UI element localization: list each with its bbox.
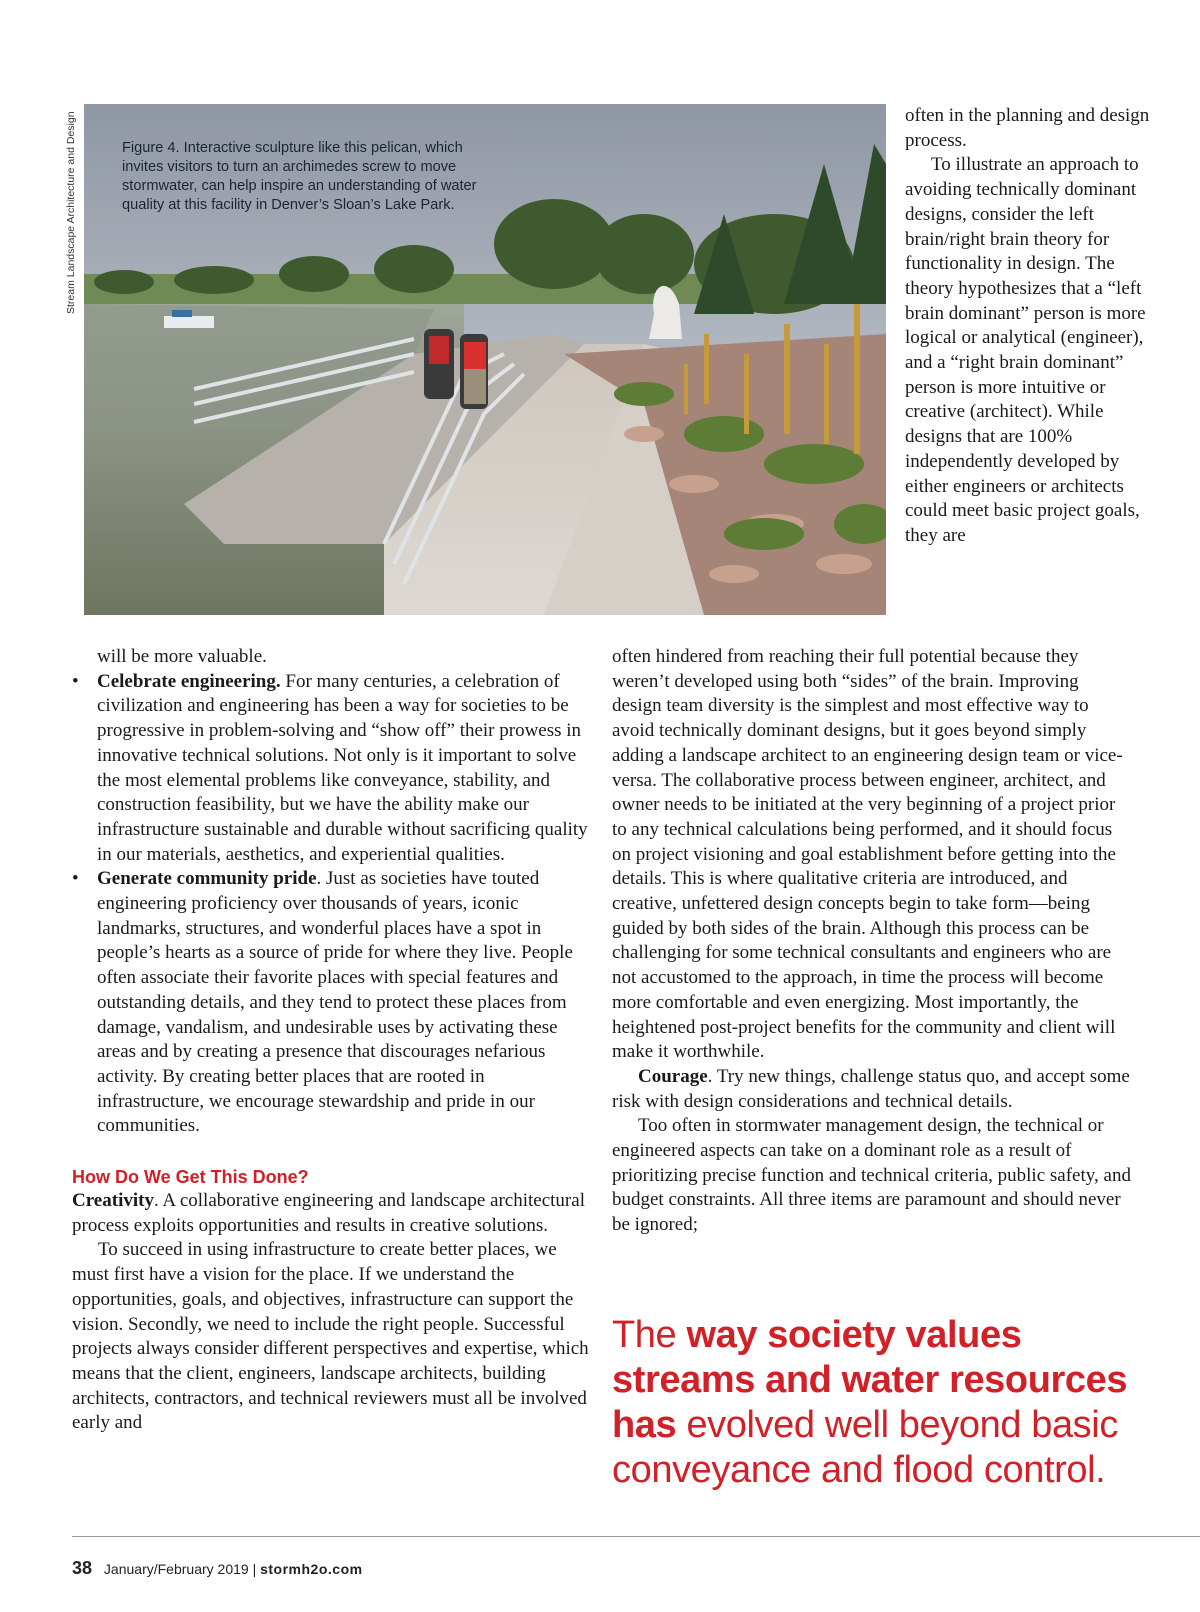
footer-rule [72,1536,1200,1537]
bullet-title: Celebrate engineering. [97,670,281,692]
paragraph: To illustrate an approach to avoiding technically dominant designs, consider the left brain/right brain theory for functionality in design. The theory hypothesizes that a “left brain dominant” person is more logical or analytical (engineer), and a “right brain dominant” person is more intuitive or creative (architect). While designs that are 100% independently developed by either engineers or architects could meet basic project goals, they are [905,154,1146,546]
left-column [72,645,592,1436]
website-link[interactable]: stormh2o.com [260,1561,363,1577]
photo-credit: Stream Landscape Architecture and Design [65,111,77,314]
bullet-title: Generate community pride [97,868,317,890]
page-number: 38 [72,1558,93,1578]
paragraph: often hindered from reaching their full potential because they weren’t developed using both “sides” of the brain. Improving design team diversity is the simplest and most effective way to avoid technically dominant designs, but it goes beyond simply adding a landscape architect to an engineering design team or vice-versa. The collaborative process between engineer, architect, and owner needs to be initiated at the very beginning of a project prior to any technical calculations being performed, and it should focus on project visioning and goal establishment before getting into the details. This is where qualitative criteria are introduced, and creative, unfettered design concepts begin to take form—being guided by both sides of the brain. Although this process can be challenging for some technical consultants and engineers who are not accustomed to the approach, in time the process will become more comfortable and even energizing. Most importantly, the heightened post-project benefits for the community and client will make it worthwhile. [612,646,1123,1063]
paragraph: To succeed in using infrastructure to create better places, we must first have a vision for the place. If we understand the opportunities, goals, and objectives, infrastructure can support the vision. Secondly, we need to include the right people. Successful projects always consider different perspectives and expertise, which means that the client, engineers, landscape architects, building architects, contractors, and technical reviewers must all be involved early and [72,1239,589,1434]
bullet-list [72,670,592,1139]
run-in-heading: Courage [638,1065,708,1087]
paragraph-text: . A collaborative engineering and landscape architectural process exploits opportunities and results in creative solutions. [72,1190,585,1236]
pull-quote [612,1313,1172,1493]
paragraph: Too often in stormwater management design, the technical or engineered aspects can take on a dominant role as a result of prioritizing precise function and technical criteria, public safety, and budget constraints. All three items are paramount and should never be ignored; [612,1115,1131,1236]
pull-quote-text: The [612,1314,687,1356]
figure-caption: Figure 4. Interactive sculpture like this pelican, which invites visitors to turn an archimedes screw to move stormwater, can help inspire an understanding of water quality at this facility in Denver’s Sloan’s Lake Park. [122,140,477,213]
page-footer [72,1558,363,1579]
right-column [612,645,1132,1238]
issue-date: January/February 2019 [103,1561,249,1577]
paragraph [72,1189,592,1238]
paragraph-text: . Try new things, challenge status quo, and accept some risk with design considerations and technical details. [612,1065,1130,1112]
footer-separator: | [252,1561,257,1577]
section-heading: How Do We Get This Done? [72,1167,309,1188]
list-item [72,867,592,1139]
bullet-text: For many centuries, a celebration of civilization and engineering has been a way for societies to be progressive in problem-solving and “show off” their prowess in innovative technical solutions. Not only is it important to solve the most elemental problems like conveyance, stability, and construction feasibility, but we have the ability make our infrastructure sustainable and durable without sacrificing quality in our materials, aesthetics, and experiential qualities. [97,670,588,865]
paragraph [612,1065,1132,1114]
pull-quote-emphasis: way society values streams and water resources has [612,1314,1128,1446]
right-top-column [905,104,1157,549]
bullet-text: . Just as societies have touted engineering proficiency over thousands of years, iconic landmarks, structures, and wonderful places have a spot in people’s hearts as a source of pride for where they live. People often associate their favorite places with special features and outstanding details, and they tend to protect these places from damage, vandalism, and undesirable uses by activating these areas and by creating a presence that discourages nefarious activity. By creating better places that are rooted in infrastructure, we encourage stewardship and pride in our communities. [97,868,573,1137]
pull-quote-text: evolved well beyond basic conveyance and flood control. [612,1404,1118,1491]
run-in-heading: Creativity [72,1190,154,1212]
list-item [72,670,592,868]
paragraph: will be more valuable. [97,646,267,667]
paragraph: often in the planning and design process. [905,105,1150,151]
